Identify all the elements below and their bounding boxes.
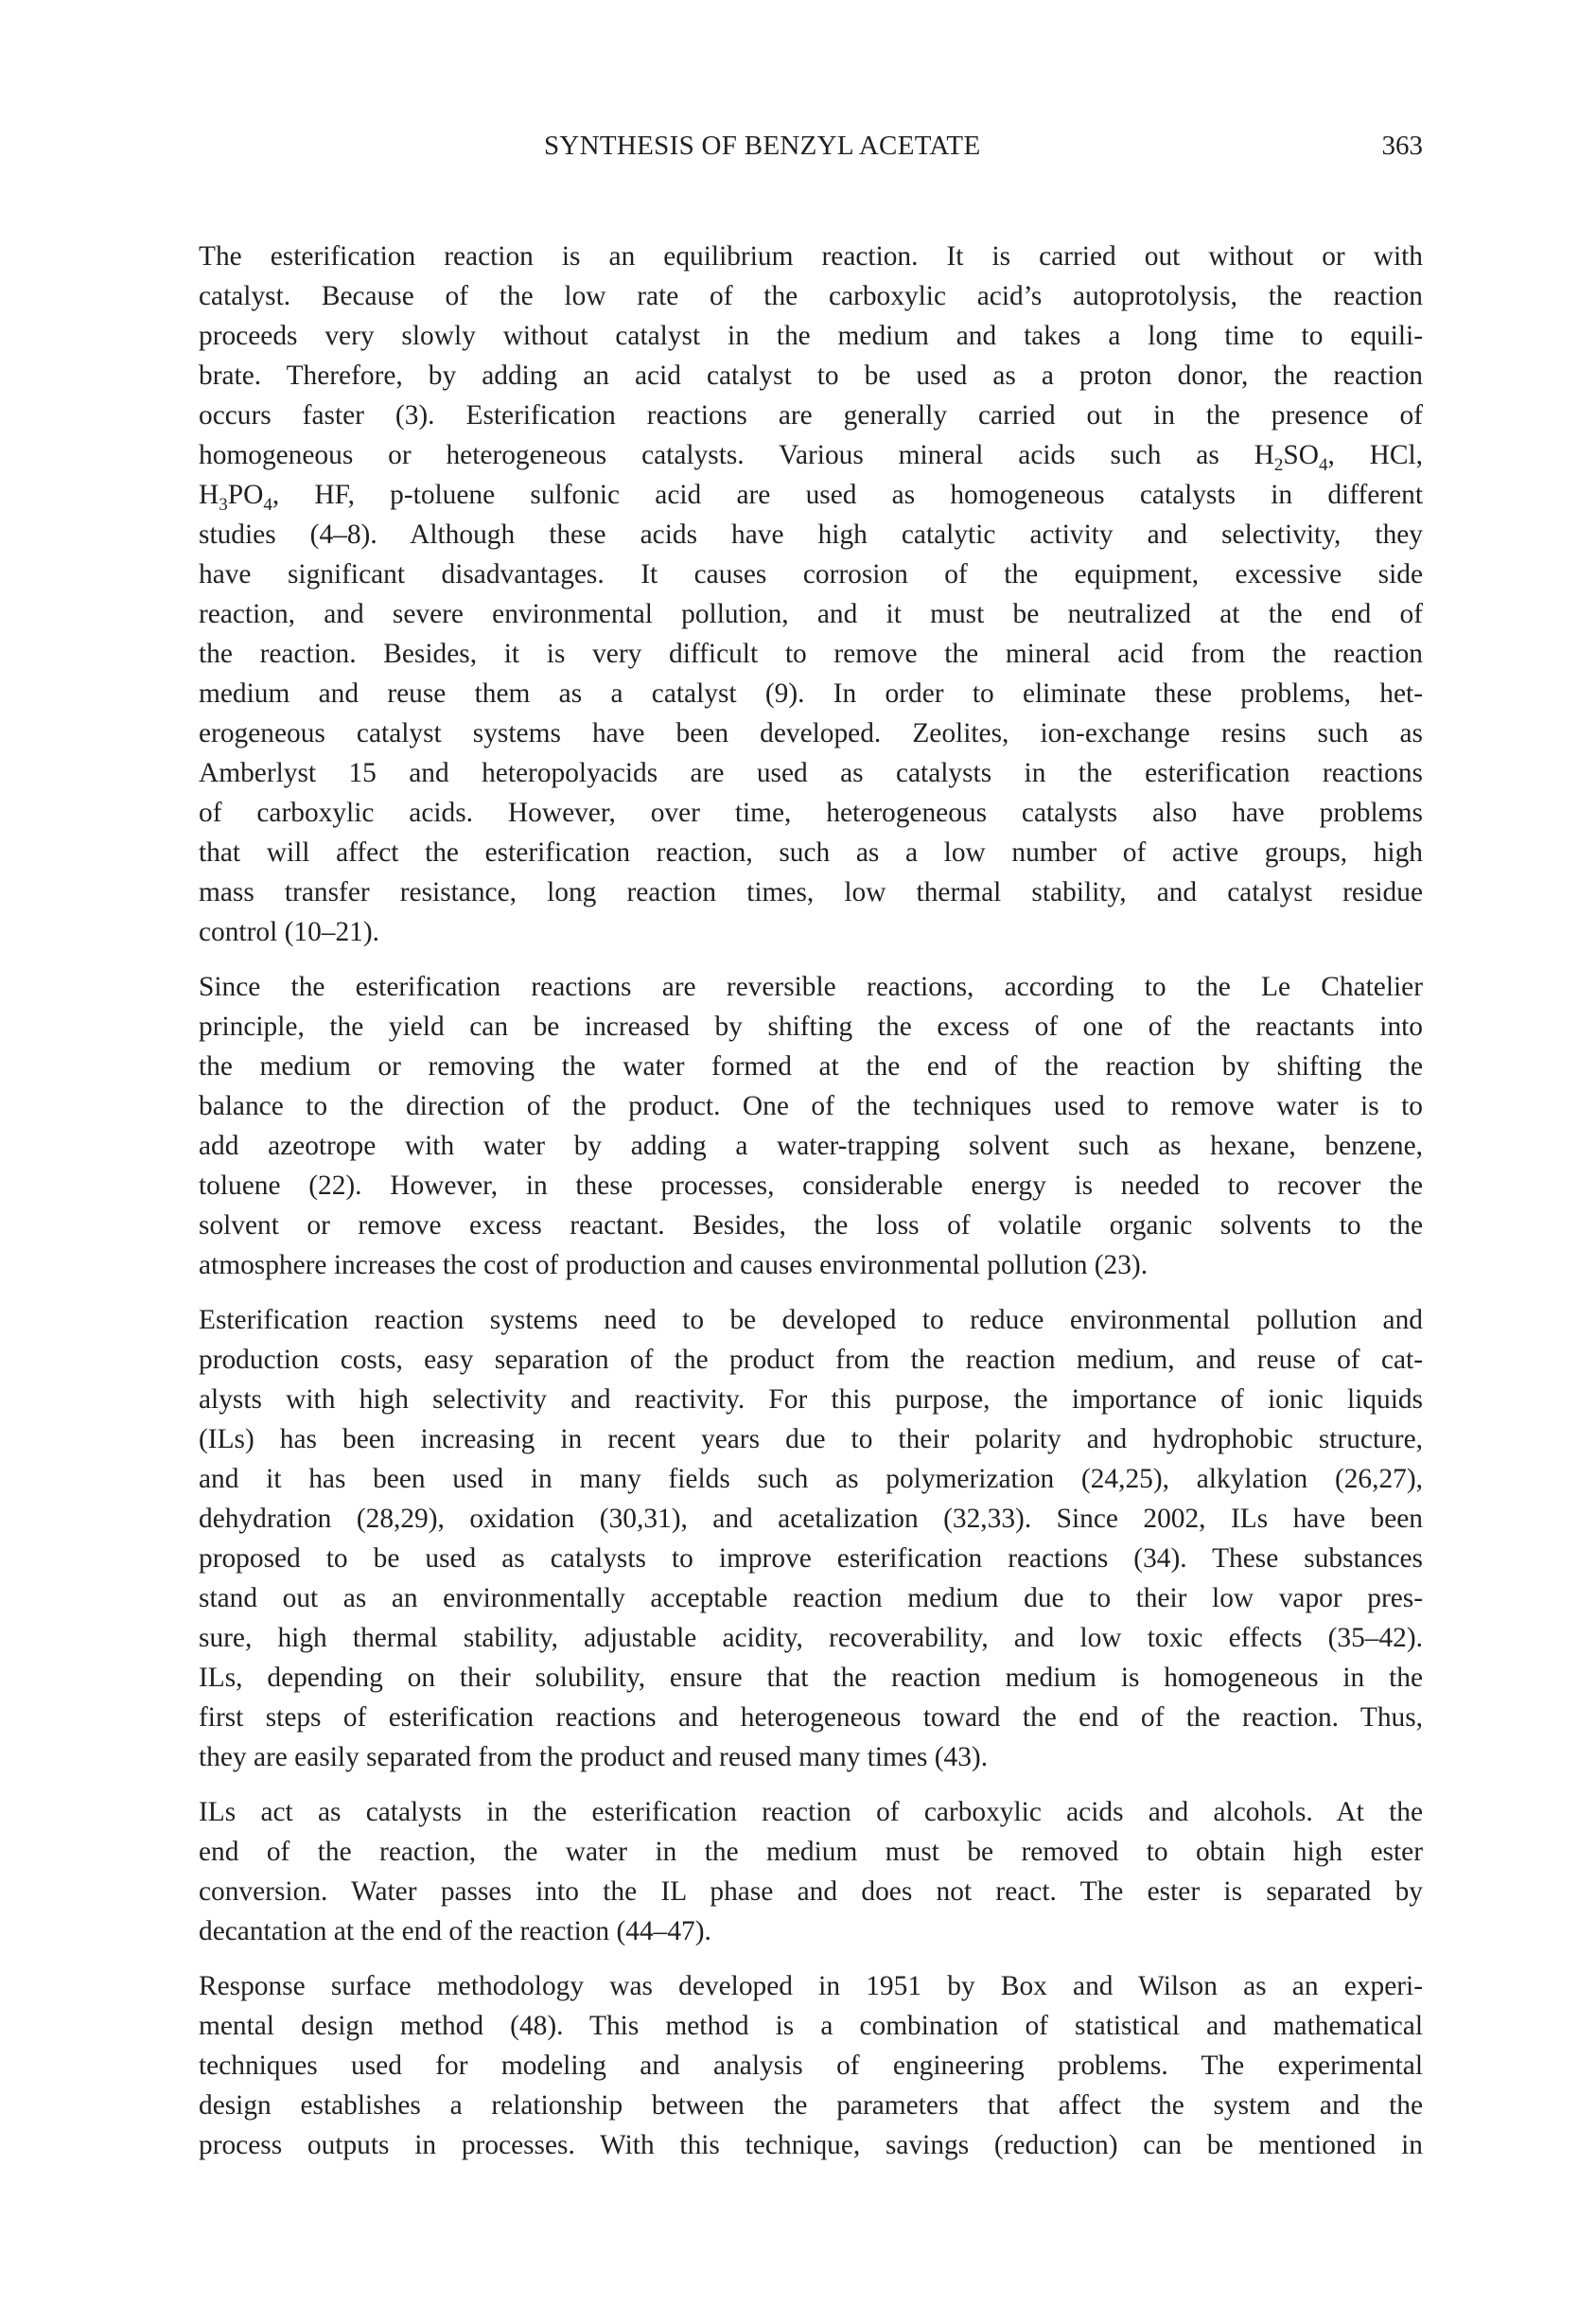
text-line: alysts with high selectivity and reactivity. For this purpose, the importance of ionic liquids bbox=[199, 1384, 1423, 1415]
text-line: the medium or removing the water formed at the end of the reaction by shifting the bbox=[199, 1051, 1423, 1082]
text-line: of carboxylic acids. However, over time, heterogeneous catalysts also have problems bbox=[199, 798, 1423, 828]
text-line: dehydration (28,29), oxidation (30,31), and acetalization (32,33). Since 2002, ILs have been bbox=[199, 1504, 1423, 1534]
text-line: catalyst. Because of the low rate of the carboxylic acid’s autoprotolysis, the reaction bbox=[199, 281, 1423, 311]
paragraph bbox=[199, 1792, 1423, 1951]
text-line: mental design method (48). This method is a combination of statistical and mathematical bbox=[199, 2011, 1423, 2041]
text-line: process outputs in processes. With this technique, savings (reduction) can be mentioned in bbox=[199, 2130, 1423, 2160]
paragraph bbox=[199, 1300, 1423, 1777]
text-line: ILs act as catalysts in the esterification reaction of carboxylic acids and alcohols. At the bbox=[199, 1797, 1423, 1827]
paragraph bbox=[199, 1966, 1423, 2165]
text-line: studies (4–8). Although these acids have high catalytic activity and selectivity, they bbox=[199, 519, 1423, 550]
text-line: mass transfer resistance, long reaction times, low thermal stability, and catalyst residue bbox=[199, 877, 1423, 907]
text-line: Esterification reaction systems need to be developed to reduce environmental pollution and bbox=[199, 1305, 1423, 1335]
text-line: conversion. Water passes into the IL phase and does not react. The ester is separated by bbox=[199, 1876, 1423, 1907]
text-line: Amberlyst 15 and heteropolyacids are used as catalysts in the esterification reactions bbox=[199, 758, 1423, 788]
text-line: solvent or remove excess reactant. Besides, the loss of volatile organic solvents to the bbox=[199, 1210, 1423, 1241]
text-line: Response surface methodology was developed in 1951 by Box and Wilson as an experi- bbox=[199, 1971, 1423, 2001]
text-line: The esterification reaction is an equilibrium reaction. It is carried out without or with bbox=[199, 241, 1423, 272]
text-line: medium and reuse them as a catalyst (9). In order to eliminate these problems, het- bbox=[199, 678, 1423, 709]
text-line: stand out as an environmentally acceptable reaction medium due to their low vapor pres- bbox=[199, 1583, 1423, 1613]
text-line: atmosphere increases the cost of production and causes environmental pollution (23). bbox=[199, 1250, 1149, 1280]
text-line: reaction, and severe environmental pollution, and it must be neutralized at the end of bbox=[199, 599, 1423, 629]
text-line: $H_3PO_4$, HF, p-toluene sulfonic acid are used as homogeneous catalysts in different bbox=[199, 480, 1423, 515]
text-line: end of the reaction, the water in the medium must be removed to obtain high ester bbox=[199, 1837, 1423, 1867]
text-line: that will affect the esterification reaction, such as a low number of active groups, high bbox=[199, 837, 1423, 868]
text-line: first steps of esterification reactions and heterogeneous toward the end of the reaction. Thus, bbox=[199, 1702, 1423, 1733]
text-line: erogeneous catalyst systems have been developed. Zeolites, ion-exchange resins such as bbox=[199, 718, 1423, 748]
text-line: occurs faster (3). Esterification reactions are generally carried out in the presence of bbox=[199, 400, 1423, 431]
text-line: they are easily separated from the product and reused many times (43). bbox=[199, 1742, 989, 1772]
text-line: ILs, depending on their solubility, ensure that the reaction medium is homogeneous in the bbox=[199, 1663, 1423, 1693]
text-line: (ILs) has been increasing in recent years due to their polarity and hydrophobic structure, bbox=[199, 1424, 1423, 1454]
page-number: 363 bbox=[1381, 131, 1423, 161]
text-line: add azeotrope with water by adding a water-trapping solvent such as hexane, benzene, bbox=[199, 1131, 1423, 1161]
text-line: design establishes a relationship between the parameters that affect the system and the bbox=[199, 2090, 1423, 2121]
text-line: principle, the yield can be increased by shifting the excess of one of the reactants into bbox=[199, 1012, 1423, 1042]
text-line: brate. Therefore, by adding an acid catalyst to be used as a proton donor, the reaction bbox=[199, 361, 1423, 391]
body-text bbox=[199, 237, 1423, 2180]
text-line: homogeneous or heterogeneous catalysts. Various mineral acids such as $H_2SO_4$, HCl, bbox=[199, 440, 1423, 475]
running-header bbox=[199, 131, 1423, 168]
text-line: balance to the direction of the product. One of the techniques used to remove water is to bbox=[199, 1091, 1423, 1121]
text-line: proposed to be used as catalysts to improve esterification reactions (34). These substances bbox=[199, 1543, 1423, 1574]
text-line: control (10–21). bbox=[199, 917, 379, 947]
text-line: production costs, easy separation of the product from the reaction medium, and reuse of cat- bbox=[199, 1345, 1423, 1375]
text-line: and it has been used in many fields such as polymerization (24,25), alkylation (26,27), bbox=[199, 1464, 1423, 1494]
text-line: toluene (22). However, in these processes, considerable energy is needed to recover the bbox=[199, 1171, 1423, 1201]
text-line: have significant disadvantages. It causes corrosion of the equipment, excessive side bbox=[199, 559, 1423, 590]
text-line: sure, high thermal stability, adjustable acidity, recoverability, and low toxic effects (35–42). bbox=[199, 1623, 1423, 1653]
paragraph bbox=[199, 237, 1423, 952]
text-line: techniques used for modeling and analysis of engineering problems. The experimental bbox=[199, 2051, 1423, 2081]
text-line: the reaction. Besides, it is very difficult to remove the mineral acid from the reaction bbox=[199, 639, 1423, 669]
text-line: proceeds very slowly without catalyst in the medium and takes a long time to equili- bbox=[199, 321, 1423, 351]
paragraph bbox=[199, 967, 1423, 1285]
running-title: SYNTHESIS OF BENZYL ACETATE bbox=[544, 131, 981, 161]
text-line: decantation at the end of the reaction (44–47). bbox=[199, 1916, 711, 1946]
text-line: Since the esterification reactions are reversible reactions, according to the Le Chatelier bbox=[199, 972, 1423, 1002]
